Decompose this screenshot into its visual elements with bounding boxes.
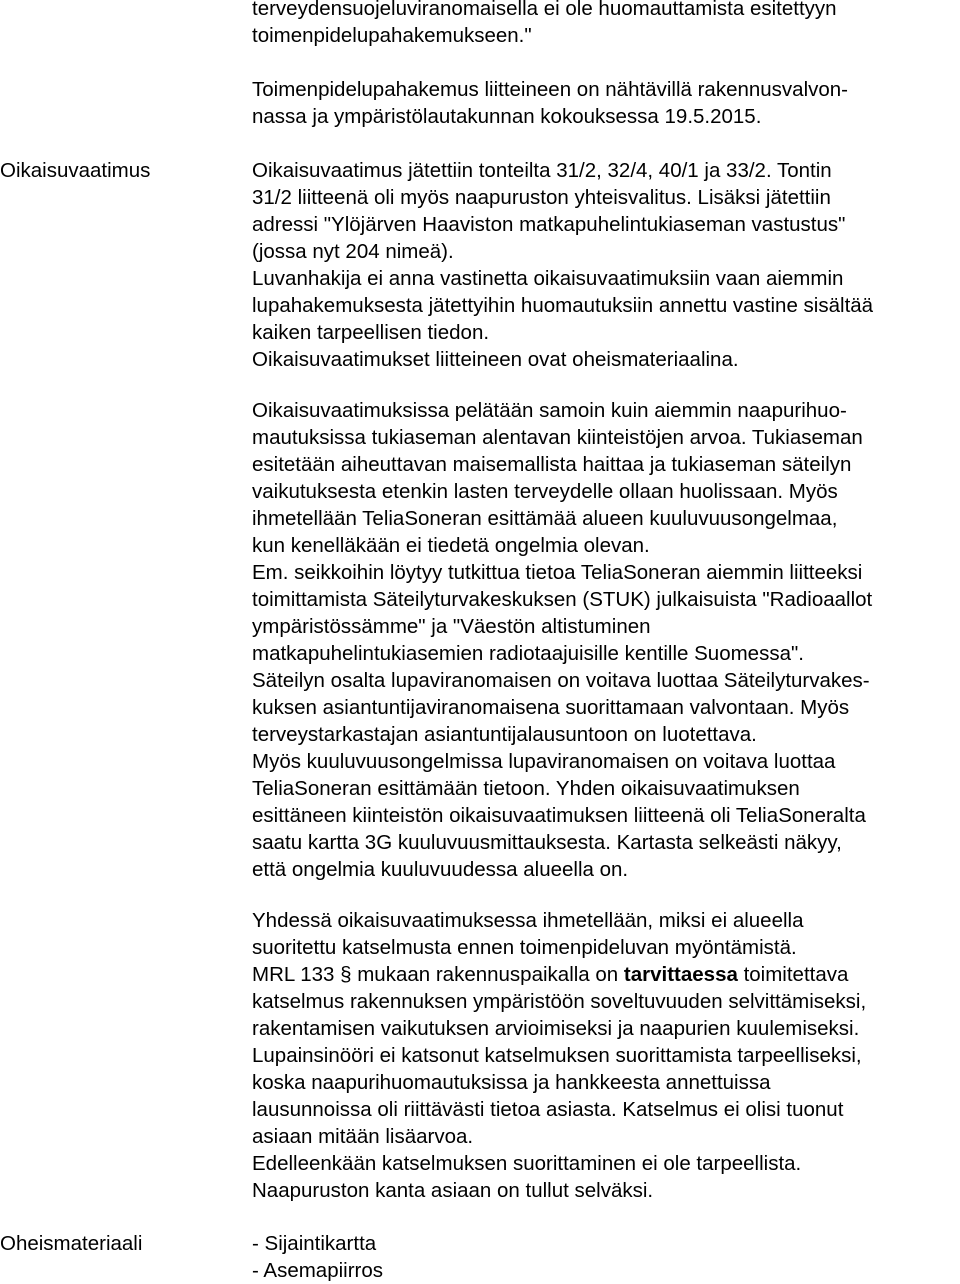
notice-line: Toimenpidelupahakemus liitteineen on nähtävillä rakennusvalvon- [252, 78, 849, 101]
text-line: että ongelmia kuuluvuudessa alueella on. [252, 858, 629, 881]
notice-line: nassa ja ympäristölautakunnan kokouksessa 19.5.2015. [252, 105, 762, 128]
text-line: lausunnoissa oli riittävästi tietoa asiasta. Katselmus ei olisi tuonut [252, 1098, 844, 1121]
oikaisuvaatimus-paragraph-1 [252, 157, 958, 373]
text-line: TeliaSoneran esittämään tietoon. Yhden oikaisuvaatimuksen [252, 777, 800, 800]
mrl-text-end: toimitettava [737, 963, 849, 986]
text-line: asiaan mitään lisäarvoa. [252, 1125, 474, 1148]
text-line: kuksen asiantuntijaviranomaisena suorittamaan valvontaan. Myös [252, 696, 850, 719]
text-line: toimittamista Säteilyturvakeskuksen (STUK) julkaisuista "Radioaallot [252, 588, 873, 611]
text-line: rakentamisen vaikutuksen arvioimiseksi ja naapurien kuulemiseksi. [252, 1017, 860, 1040]
text-line: koska naapurihuomautuksissa ja hankkeesta annettuissa [252, 1071, 771, 1094]
text-line: Oikaisuvaatimus jätettiin tonteilta 31/2, 32/4, 40/1 ja 33/2. Tontin [252, 159, 832, 182]
intro-line: terveydensuojeluviranomaisella ei ole huomauttamista esitettyyn [252, 0, 837, 20]
text-line: Em. seikkoihin löytyy tutkittua tietoa TeliaSoneran aiemmin liitteeksi [252, 561, 863, 584]
text-line: mautuksissa tukiaseman alentavan kiinteistöjen arvoa. Tukiaseman [252, 426, 863, 449]
notice-block [252, 76, 958, 130]
text-line: Myös kuuluvuusongelmissa lupaviranomaisen on voitava luottaa [252, 750, 836, 773]
text-line: (jossa nyt 204 nimeä). [252, 240, 454, 263]
text-line: Naapuruston kanta asiaan on tullut selväksi. [252, 1179, 654, 1202]
emphasis-tarvittaessa: tarvittaessa [623, 963, 738, 986]
section-label-oikaisuvaatimus: Oikaisuvaatimus [0, 159, 151, 182]
text-line: Oikaisuvaatimuksissa pelätään samoin kuin aiemmin naapurihuo- [252, 399, 847, 422]
text-line: saatu kartta 3G kuuluvuusmittauksesta. Kartasta selkeästi näkyy, [252, 831, 842, 854]
text-line: kaiken tarpeellisen tiedon. [252, 321, 490, 344]
text-line: Oikaisuvaatimukset liitteineen ovat oheismateriaalina. [252, 348, 739, 371]
text-line: ihmetellään TeliaSoneran esittämää alueen kuuluvuusongelmaa, [252, 507, 838, 530]
text-line: Säteilyn osalta lupaviranomaisen on voitava luottaa Säteilyturvakes- [252, 669, 870, 692]
text-line: Lupainsinööri ei katsonut katselmuksen suorittamista tarpeelliseksi, [252, 1044, 862, 1067]
intro-line: toimenpidelupahakemukseen." [252, 24, 532, 47]
oikaisuvaatimus-paragraph-2 [252, 397, 958, 883]
section-sign: § [340, 963, 352, 986]
list-item: - Asemapiirros [252, 1259, 384, 1282]
intro-block [252, 0, 958, 49]
oheismateriaali-list [252, 1230, 958, 1284]
mrl-ref: MRL 133 [252, 963, 335, 986]
text-line: adressi "Ylöjärven Haaviston matkapuhelintukiaseman vastustus" [252, 213, 846, 236]
text-line: lupahakemuksesta jätettyihin huomautuksiin annettu vastine sisältää [252, 294, 874, 317]
text-line: ympäristössämme" ja "Väestön altistuminen [252, 615, 651, 638]
text-line: katselmus rakennuksen ympäristöön soveltuvuuden selvittämiseksi, [252, 990, 867, 1013]
text-line: terveystarkastajan asiantuntijalausuntoon on luotettava. [252, 723, 757, 746]
mrl-line [252, 961, 958, 988]
oikaisuvaatimus-paragraph-3 [252, 907, 958, 1204]
text-line: suoritettu katselmusta ennen toimenpideluvan myöntämistä. [252, 936, 797, 959]
text-line: vaikutuksesta etenkin lasten terveydelle ollaan huolissaan. Myös [252, 480, 838, 503]
mrl-text: mukaan rakennuspaikalla on [351, 963, 624, 986]
text-line: kun kenelläkään ei tiedetä ongelmia olevan. [252, 534, 650, 557]
text-line: Luvanhakija ei anna vastinetta oikaisuvaatimuksiin vaan aiemmin [252, 267, 844, 290]
section-label-oheismateriaali: Oheismateriaali [0, 1232, 143, 1255]
text-line: esitetään aiheuttavan maisemallista haittaa ja tukiaseman säteilyn [252, 453, 852, 476]
text-line: Edelleenkään katselmuksen suorittaminen ei ole tarpeellista. [252, 1152, 802, 1175]
text-line: 31/2 liitteenä oli myös naapuruston yhteisvalitus. Lisäksi jätettiin [252, 186, 831, 209]
text-line: Yhdessä oikaisuvaatimuksessa ihmetellään, miksi ei alueella [252, 909, 804, 932]
text-line: matkapuhelintukiasemien radiotaajuisille kentille Suomessa". [252, 642, 804, 665]
list-item: - Sijaintikartta [252, 1232, 377, 1255]
text-line: esittäneen kiinteistön oikaisuvaatimuksen liitteenä oli TeliaSoneralta [252, 804, 866, 827]
